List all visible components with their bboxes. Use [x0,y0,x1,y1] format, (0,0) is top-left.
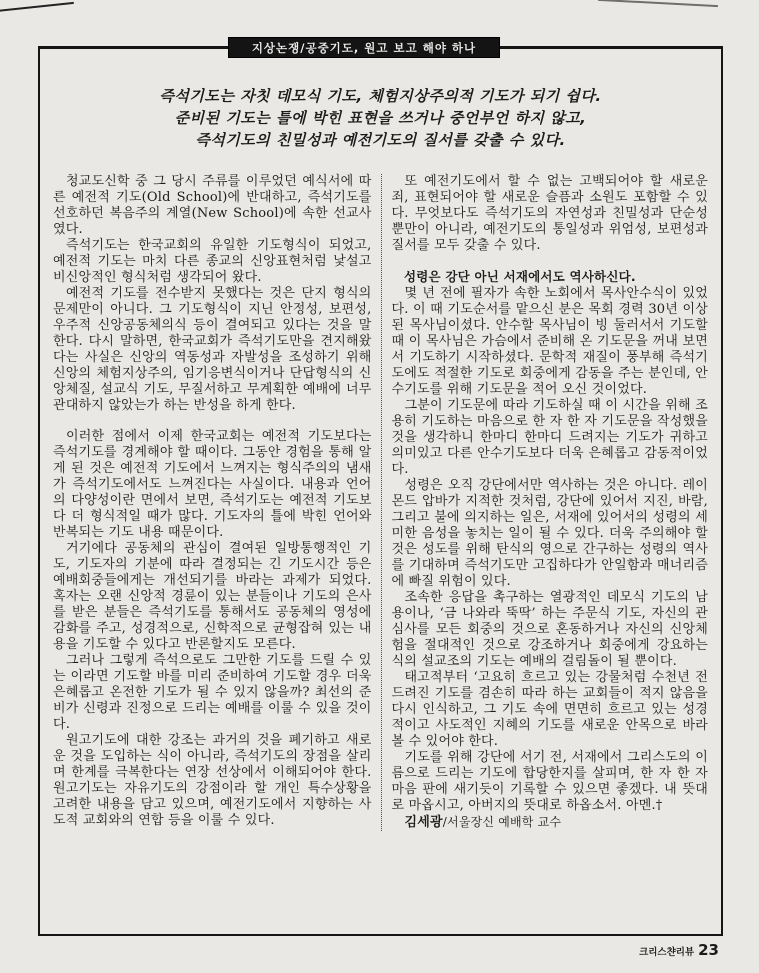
lead-line: 즉석기도의 친밀성과 예전기도의 질서를 갖출 수 있다. [195,131,566,149]
page-footer [639,941,719,959]
author-byline [392,814,709,831]
author-title: /서울장신 예배학 교수 [442,815,562,829]
body-paragraph: 예전적 기도를 전수받지 못했다는 것은 단지 형식의 문제만이 아니다. 그 기도형식이 지닌 안정성, 보편성, 우주적 신앙공동체의식 등이 결여되고 있다는 것을 말한다. 다시 말하면, 한국교회가 즉석기도만을 견지해왔다는 사실은 신앙의 역동성과 자발성을 조성하기 위해 신앙의 체험지상주의, 임기응변식이거나 단답형식의 신앙체질, 설교식 기도, 무질서하고 무계획한 예배에 너무 관대하지 않았는가 하는 반성을 하게 한다. [53,286,372,413]
scan-artifact [598,0,718,7]
body-paragraph: 원고기도에 대한 강조는 과거의 것을 폐기하고 새로운 것을 도입하는 식이 아니라, 즉석기도의 장점을 살리며 한계를 극복한다는 연장 선상에서 이해되어야 한다. 원고기도는 자유기도의 강점이라 할 개인 특수상황을 고려한 내용을 담고 있으며, 예전기도에서 지향하는 사도적 교회와의 연합 등을 이룰 수 있다. [53,733,372,828]
body-paragraph: 이러한 점에서 이제 한국교회는 예전적 기도보다는 즉석기도를 경계해야 할 때이다. 그동안 경험을 통해 알게 된 것은 예전적 기도에서 느껴지는 형식주의의 냄새가 즉석기도에서도 느껴진다는 사실이다. 내용과 언어의 다양성이란 면에서 보면, 즉석기도는 예전적 기도보다 더 형식적일 때가 많다. 기도자의 틀에 박힌 언어와 반복되는 기도 내용 때문이다. [53,429,372,540]
article-body [40,174,721,831]
body-paragraph: 그분이 기도문에 따라 기도하실 때 이 시간을 위해 조용히 기도하는 마음으로 한 자 한 자 기도문을 작성했을 것을 생각하니 한마디 한마디 드려지는 기도가 귀하고 의미있고 다른 안수기도보다 더욱 은혜롭고 감동적이었다. [391,398,708,477]
scan-artifact [0,2,74,12]
body-paragraph: 또 예전기도에서 할 수 없는 고백되어야 할 새로운 죄, 표현되어야 할 새로운 슬픔과 소원도 포함할 수 있다. 무엇보다도 즉석기도의 자연성과 친밀성과 단순성뿐만이 아니라, 예전기도의 통일성과 위엄성, 보편성과 질서를 모두 갖출 수 있다. [391,174,708,253]
article-frame [38,40,723,936]
body-paragraph: 조속한 응답을 촉구하는 열광적인 데모식 기도의 남용이나, ‘금 나와라 뚝딱’ 하는 주문식 기도, 자신의 관심사를 모든 회중의 것으로 혼동하거나 자신의 신앙체험을 절대적인 것으로 강조하거나 회중에게 강요하는 식의 설교조의 기도는 예배의 걸림돌이 될 뿐이다. [391,590,708,669]
author-name: 김세광 [404,815,443,830]
left-column [53,174,381,831]
page-number: 23 [698,941,719,959]
magazine-name: 크리스챤리뷰 [639,947,695,958]
body-paragraph: 청교도신학 중 그 당시 주류를 이루었던 예식서에 따른 예전적 기도(Old School)에 반대하고, 즉석기도를 선호하던 복음주의 계열(New School)에 속한 선교사였다. [53,174,372,237]
body-paragraph: 거기에다 공동체의 관심이 결여된 일방통행적인 기도, 기도자의 기분에 따라 결정되는 긴 기도시간 등은 예배회중들에게는 개선되기를 바라는 과제가 되었다. 혹자는 오랜 신앙적 경륜이 있는 분들이나 기도의 은사를 받은 분들은 즉석기도를 통해서도 공동체의 영성에 감화를 주고, 성경적으로, 신학적으로 균형잡혀 있는 내용을 기도할 수 있다고 반론할지도 모른다. [53,541,372,652]
body-paragraph: 기도를 위해 강단에 서기 전, 서재에서 그리스도의 이름으로 드리는 기도에 합당한지를 살피며, 한 자 한 자 마음 판에 새기듯이 기록할 수 있으면 좋겠다. 내 뜻대로 마옵시고, 아버지의 뜻대로 하옵소서. 아멘.† [391,750,708,813]
section-header-title: 지상논쟁/공중기도, 원고 보고 해야 하나 [251,40,477,55]
body-paragraph: 몇 년 전에 필자가 속한 노회에서 목사안수식이 있었다. 이 때 기도순서를 맡으신 분은 목회 경력 30년 이상된 목사님이셨다. 안수할 목사님이 빙 둘러서서 기도할 때 이 목사님은 가슴에서 준비해 온 기도문을 꺼내 보면서 기도하기 시작하셨다. 문학적 재질이 풍부해 즉석기도에도 적절한 기도로 회중에게 감동을 주는 분인데, 안수기도를 위해 기도문을 적어 오신 것이었다. [391,286,708,397]
body-paragraph: 성령은 오직 강단에서만 역사하는 것은 아니다. 레이몬드 압바가 지적한 것처럼, 강단에 있어서 지진, 바람, 그리고 불에 의지하는 일은, 서재에 있어서의 성령의 세미한 음성을 놓치는 일이 될 수 있다. 더욱 주의해야 할 것은 성도를 위해 탄식의 영으로 간구하는 성령의 역사를 기대하며 즉석기도만 고집하다가 안일함과 매너리즘에 빠질 위험이 있다. [391,478,708,589]
lead-line: 준비된 기도는 틀에 박힌 표현을 쓰거나 중언부언 하지 않고, [174,109,587,127]
right-column [381,174,709,831]
body-paragraph: 그러나 그렇게 즉석으로도 그만한 기도를 드릴 수 있는 이라면 기도할 바를 미리 준비하여 기도할 경우 더욱 은혜롭고 온전한 기도가 될 수 있지 않을까? 최선의 준비가 신령과 진정으로 드리는 예배를 이룰 수 있을 것이다. [53,653,372,732]
article-lead [40,85,721,151]
lead-line: 즉석기도는 자칫 데모식 기도, 체험지상주의적 기도가 되기 쉽다. [159,87,602,105]
section-subheading: 성령은 강단 아닌 서재에서도 역사하신다. [404,269,636,284]
section-header-bar [228,37,500,58]
body-paragraph: 태고적부터 ‘고요히 흐르고 있는 강물처럼 수천년 전 드려진 기도를 겸손히 따라 하는 교회들이 적지 않음을 다시 인식하고, 그 기도 속에 면면히 흐르고 있는 성경적이고 사도적인 지혜의 기도를 새로운 안목으로 바라볼 수 있어야 한다. [391,670,708,749]
body-paragraph: 즉석기도는 한국교회의 유일한 기도형식이 되었고, 예전적 기도는 마치 다른 종교의 신앙표현처럼 낯설고 비신앙적인 형식처럼 생각되어 왔다. [53,238,372,285]
